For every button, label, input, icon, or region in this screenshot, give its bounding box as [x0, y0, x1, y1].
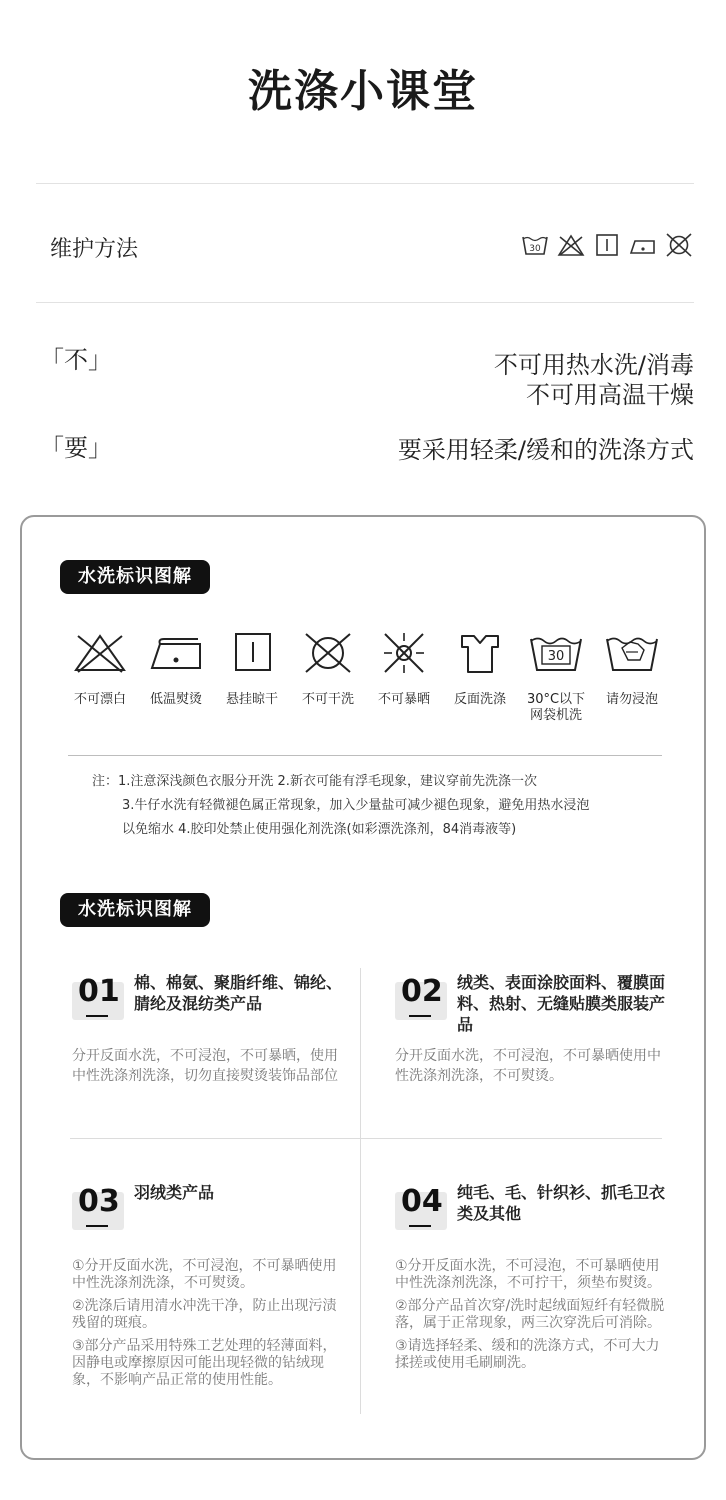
- product-card-02: [395, 972, 665, 1122]
- symbol-hang-dry: 悬挂晾干: [214, 630, 290, 708]
- section-pill-symbols: 水洗标识图解: [60, 560, 210, 594]
- rule-no-key: 「不」: [40, 346, 112, 374]
- product-title: 绒类、表面涂胶面料、覆膜面料、热射、无缝贴膜类服装产品: [457, 973, 666, 1034]
- wash-notes: [92, 770, 672, 842]
- no-dry-clean-icon: [664, 230, 694, 260]
- rule-no-line: 不可用热水洗/消毒: [493, 351, 694, 379]
- symbol-wash-30: 30 30°C以下 网袋机洗: [518, 630, 594, 724]
- no-bleach-icon: [556, 230, 586, 260]
- care-method-label: 维护方法: [50, 237, 139, 262]
- page-title: 洗涤小课堂: [248, 66, 478, 117]
- note-line: 以免缩水 4.胶印处禁止使用强化剂洗涤(如彩漂洗涤剂，84消毒液等): [122, 822, 517, 837]
- care-icons: [520, 230, 694, 260]
- no-bleach-icon: [72, 630, 128, 676]
- hang-dry-icon: [224, 630, 280, 676]
- grid-divider-vertical: [360, 968, 361, 1414]
- product-card-03: [72, 1182, 342, 1412]
- product-desc: ①分开反面水洗，不可浸泡，不可暴晒使用中性洗涤剂洗涤，不可熨烫。 ②洗涤后请用清水冲洗干净，防止出现污渍残留的斑痕。 ③部分产品采用特殊工艺处理的轻薄面料，因静电或摩擦原因可能出现轻微的钻绒现象，不影响产品正常的使用性能。: [72, 1258, 337, 1388]
- symbol-inside-out-wash: 反面洗涤: [442, 630, 518, 708]
- low-iron-icon: [148, 630, 204, 676]
- grid-divider-horizontal: [70, 1138, 662, 1139]
- no-soak-icon: [604, 630, 660, 676]
- number-badge: 03: [72, 1182, 124, 1228]
- inside-out-wash-icon: [452, 630, 508, 676]
- symbol-no-sun-dry: 不可暴晒: [366, 630, 442, 708]
- note-line: 注：1.注意深浅颜色衣服分开洗 2.新衣可能有浮毛现象，建议穿前先洗涤一次: [92, 774, 537, 789]
- rule-yes-key: 「要」: [40, 434, 112, 462]
- wash-30-icon: [528, 630, 584, 676]
- no-sun-dry-icon: [376, 630, 432, 676]
- product-card-01: [72, 972, 342, 1122]
- divider: [36, 183, 694, 184]
- no-dry-clean-icon: [300, 630, 356, 676]
- product-title: 纯毛、毛、针织衫、抓毛卫衣类及其他: [457, 1183, 666, 1223]
- product-title: 棉、棉氨、聚脂纤维、锦纶、腈纶及混纺类产品: [134, 973, 343, 1013]
- symbol-no-bleach: 不可漂白: [62, 630, 138, 708]
- symbol-no-dry-clean: 不可干洗: [290, 630, 366, 708]
- symbol-low-iron: 低温熨烫: [138, 630, 214, 708]
- rule-no-line: 不可用高温干燥: [526, 381, 694, 409]
- rule-yes-text: 要采用轻柔/缓和的洗涤方式: [397, 436, 694, 464]
- section-pill-products: 水洗标识图解: [60, 893, 210, 927]
- wash-temp-text: 30: [529, 244, 541, 254]
- product-desc: 分开反面水洗，不可浸泡，不可暴晒，使用中性洗涤剂洗涤，切勿直接熨烫装饰品部位: [72, 1048, 338, 1084]
- note-line: 3.牛仔水洗有轻微褪色属正常现象，加入少量盐可减少褪色现象，避免用热水浸泡: [122, 798, 590, 813]
- number-badge: 01: [72, 972, 124, 1018]
- low-iron-icon: [628, 230, 658, 260]
- symbol-row: [66, 630, 666, 730]
- divider: [36, 302, 694, 303]
- wash-30-icon: [520, 230, 550, 260]
- product-title: 羽绒类产品: [134, 1183, 215, 1202]
- product-desc: ①分开反面水洗，不可浸泡，不可暴晒使用中性洗涤剂洗涤，不可拧干，须垫布熨烫。 ②部分产品首次穿/洗时起绒面短纤有轻微脱落，属于正常现象，两三次穿洗后可消除。 ③请选择轻柔、缓和的洗涤方式，不可大力揉搓或使用毛刷刷洗。: [395, 1258, 665, 1371]
- number-badge: 04: [395, 1182, 447, 1228]
- symbol-no-soak: 请勿浸泡: [594, 630, 670, 708]
- hang-dry-icon: [592, 230, 622, 260]
- product-card-04: [395, 1182, 665, 1422]
- svg-text:30: 30: [547, 649, 565, 664]
- rule-no-text: [494, 350, 694, 410]
- number-badge: 02: [395, 972, 447, 1018]
- product-desc: 分开反面水洗，不可浸泡，不可暴晒使用中性洗涤剂洗涤，不可熨烫。: [395, 1048, 661, 1084]
- divider: [68, 755, 662, 756]
